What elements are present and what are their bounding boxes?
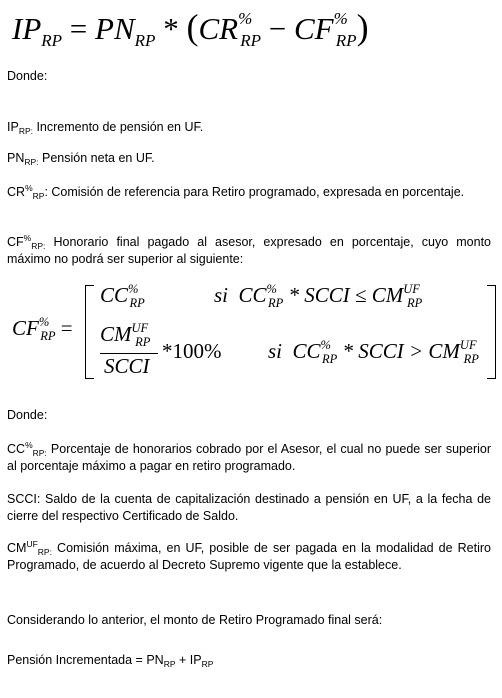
row1-si: si — [214, 283, 229, 307]
cf-symbol: CF — [294, 11, 334, 46]
def-cc-symbol: CC — [7, 442, 26, 456]
row2-cond-cm-sup: UF — [459, 338, 477, 352]
final-sub2: RP — [201, 659, 214, 669]
pn-symbol: PN — [95, 11, 135, 46]
row2-cond-op: * SCCI > CM — [342, 339, 460, 363]
def-pn-symbol: PN — [7, 151, 25, 165]
ip-subscript: RP — [41, 31, 63, 50]
right-paren: ) — [356, 7, 369, 47]
def-ip-symbol: IP — [7, 120, 19, 134]
donde-label-1: Donde: — [7, 69, 48, 83]
cr-symbol: CR — [198, 11, 239, 46]
row1-cond-cc: CC — [238, 283, 267, 307]
row1-cond-cc-sup: % — [266, 282, 277, 296]
row2-cond-cc-sub: RP — [321, 352, 338, 366]
left-paren: ( — [186, 7, 199, 47]
row1-cc: CC — [100, 283, 129, 307]
cf-lhs-sup: % — [38, 315, 50, 329]
def-pn — [7, 150, 491, 167]
final-plus: + IP — [175, 653, 202, 667]
def-cm — [7, 540, 491, 574]
def-cm-text: Comisión máxima, en UF, posible de ser pagada en la modalidad de Retiro Programado, de acuerdo al Decreto Supremo vigente que la establece. — [7, 541, 491, 572]
final-lhs: Pensión Incrementada = PN — [7, 653, 164, 667]
def-cr — [7, 184, 491, 201]
row2-times-100 — [162, 339, 222, 364]
cr-superscript: % — [238, 9, 253, 28]
considerando-text: Considerando lo anterior, el monto de Retiro Programado final será: — [7, 613, 383, 627]
row2-cond-cc-sup: % — [320, 338, 331, 352]
equals-sign: = — [69, 11, 88, 46]
def-cc-sub: RP: — [32, 448, 47, 458]
cf-subscript: RP — [335, 31, 357, 50]
cr-subscript: RP — [240, 31, 262, 50]
row2-condition — [268, 339, 479, 364]
donde-label-2: Donde: — [7, 408, 48, 422]
row1-value — [100, 283, 145, 308]
row2-si: si — [268, 339, 283, 363]
def-cm-symbol: CM — [7, 541, 27, 555]
row2-cond-cm-sub: RP — [463, 352, 479, 366]
def-cm-sup: UF — [26, 539, 38, 549]
def-cr-text: : Comisión de referencia para Retiro programado, expresada en porcentaje. — [44, 185, 465, 199]
def-cf-sub: RP: — [31, 241, 46, 251]
times-sign: * — [163, 11, 179, 46]
def-cf-sup: % — [23, 233, 32, 243]
def-pn-sub: RP: — [24, 157, 39, 167]
def-ip-sub: RP: — [18, 126, 33, 136]
row2-cm: CM — [100, 322, 132, 346]
final-formula — [7, 652, 491, 669]
def-cr-symbol: CR — [7, 185, 26, 199]
row1-cond-cm-sub: RP — [406, 296, 423, 310]
pn-subscript: RP — [134, 31, 156, 50]
row1-cond-op: * SCCI ≤ CM — [288, 283, 404, 307]
row2-numerator — [100, 322, 150, 347]
row2-cm-sub: RP — [135, 335, 151, 349]
def-pn-text: Pensión neta en UF. — [38, 151, 155, 165]
cf-superscript: % — [333, 9, 348, 28]
final-sub1: RP — [163, 659, 176, 669]
cf-equals: = — [60, 316, 73, 340]
row2-cm-sup: UF — [131, 321, 149, 335]
row2-denominator: SCCI — [104, 354, 150, 378]
def-ip-text: Incremento de pensión en UF. — [32, 120, 204, 134]
minus-sign: − — [268, 11, 287, 46]
def-ip — [7, 119, 491, 136]
def-cr-sub: RP — [32, 191, 45, 201]
row1-cond-cc-sub: RP — [267, 296, 284, 310]
row1-cc-sup: % — [128, 282, 139, 296]
cf-lhs-symbol: CF — [12, 316, 39, 340]
row1-cc-sub: RP — [129, 296, 145, 310]
cf-lhs — [12, 316, 73, 341]
row2-times-text: *100% — [162, 339, 222, 363]
def-scci: SCCI: Saldo de la cuenta de capitalización destinado a pensión en UF, a la fecha de cierre del respectivo Certificado de Saldo. — [7, 492, 491, 523]
left-bracket — [85, 285, 94, 379]
def-cf-symbol: CF — [7, 235, 24, 249]
def-cf-text: Honorario final pagado al asesor, expresado en porcentaje, cuyo monto máximo no podrá ser superior al siguiente: — [7, 235, 491, 266]
top-formula — [12, 6, 369, 48]
def-cf — [7, 234, 491, 268]
def-cr-sup: % — [25, 183, 33, 193]
def-cc-sup: % — [25, 440, 33, 450]
row1-condition — [214, 283, 422, 308]
cf-lhs-sub: RP — [40, 329, 56, 343]
ip-symbol: IP — [12, 11, 42, 46]
row2-cond-cc: CC — [292, 339, 321, 363]
row1-cond-cm-sup: UF — [403, 282, 420, 296]
def-cc — [7, 441, 491, 475]
right-bracket — [487, 285, 496, 379]
def-cm-sub: RP: — [37, 547, 52, 557]
def-cc-text: Porcentaje de honorarios cobrado por el Asesor, el cual no puede ser superior al porcentaje máximo a pagar en retiro programado. — [7, 442, 491, 473]
